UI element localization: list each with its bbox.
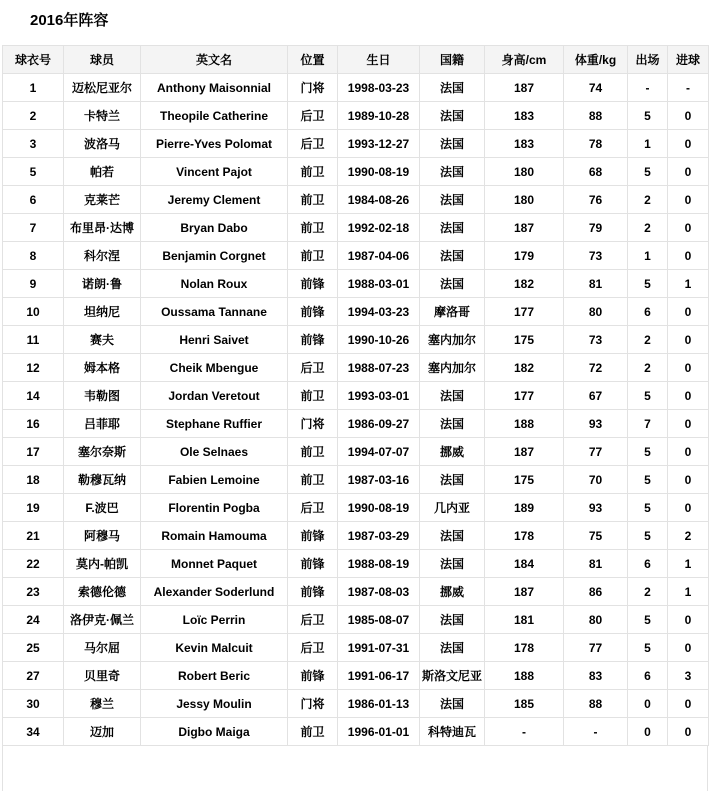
table-cell: 0	[668, 298, 709, 326]
table-cell: 1988-03-01	[338, 270, 420, 298]
table-cell: 1986-09-27	[338, 410, 420, 438]
table-cell: 81	[564, 270, 628, 298]
table-cell: 法国	[420, 102, 485, 130]
table-cell: 前卫	[288, 382, 338, 410]
table-cell: Bryan Dabo	[141, 214, 288, 242]
table-cell: 24	[3, 606, 64, 634]
table-cell: 0	[668, 718, 709, 746]
table-cell: 6	[628, 550, 668, 578]
column-header: 国籍	[420, 46, 485, 74]
table-cell: 81	[564, 550, 628, 578]
table-cell: 17	[3, 438, 64, 466]
table-row	[3, 438, 709, 466]
table-cell: 1	[668, 550, 709, 578]
table-cell: 1990-10-26	[338, 326, 420, 354]
table-cell: 2	[628, 326, 668, 354]
table-cell: 1991-07-31	[338, 634, 420, 662]
table-cell: Benjamin Corgnet	[141, 242, 288, 270]
table-cell: 莫内-帕凯	[64, 550, 141, 578]
table-cell: 5	[628, 270, 668, 298]
column-header: 球衣号	[3, 46, 64, 74]
table-cell: Alexander Soderlund	[141, 578, 288, 606]
table-cell: 0	[668, 130, 709, 158]
table-cell: 181	[485, 606, 564, 634]
table-cell: 后卫	[288, 634, 338, 662]
table-cell: 78	[564, 130, 628, 158]
table-cell: 180	[485, 186, 564, 214]
table-cell: 0	[668, 690, 709, 718]
table-cell: 178	[485, 522, 564, 550]
table-cell: 175	[485, 466, 564, 494]
table-cell: 88	[564, 690, 628, 718]
table-cell: 0	[668, 466, 709, 494]
table-cell: Fabien Lemoine	[141, 466, 288, 494]
header-row	[3, 46, 709, 74]
table-cell: 188	[485, 410, 564, 438]
column-header: 英文名	[141, 46, 288, 74]
table-cell: 6	[628, 662, 668, 690]
table-cell: 前锋	[288, 550, 338, 578]
table-cell: 法国	[420, 550, 485, 578]
table-cell: Jeremy Clement	[141, 186, 288, 214]
table-cell: 0	[668, 438, 709, 466]
table-cell: 183	[485, 102, 564, 130]
table-cell: 1993-03-01	[338, 382, 420, 410]
table-row	[3, 494, 709, 522]
column-header: 体重/kg	[564, 46, 628, 74]
table-cell: 73	[564, 326, 628, 354]
table-cell: 前锋	[288, 662, 338, 690]
table-row	[3, 466, 709, 494]
table-cell: 法国	[420, 214, 485, 242]
table-cell: 前卫	[288, 158, 338, 186]
table-cell: 前锋	[288, 298, 338, 326]
table-cell: 178	[485, 634, 564, 662]
table-cell: 180	[485, 158, 564, 186]
table-cell: 前锋	[288, 522, 338, 550]
table-row	[3, 102, 709, 130]
table-cell: Ole Selnaes	[141, 438, 288, 466]
table-cell: 迈松尼亚尔	[64, 74, 141, 102]
table-cell: 1986-01-13	[338, 690, 420, 718]
table-cell: 5	[3, 158, 64, 186]
table-cell: 3	[668, 662, 709, 690]
table-cell: 70	[564, 466, 628, 494]
table-cell: 前卫	[288, 186, 338, 214]
table-cell: 摩洛哥	[420, 298, 485, 326]
table-cell: Oussama Tannane	[141, 298, 288, 326]
table-cell: 175	[485, 326, 564, 354]
table-cell: 1987-04-06	[338, 242, 420, 270]
table-cell: 6	[3, 186, 64, 214]
table-cell: 88	[564, 102, 628, 130]
table-cell: 8	[3, 242, 64, 270]
table-cell: 诺朗·鲁	[64, 270, 141, 298]
table-cell: 184	[485, 550, 564, 578]
table-cell: 1998-03-23	[338, 74, 420, 102]
table-cell: 5	[628, 634, 668, 662]
table-cell: 塞内加尔	[420, 326, 485, 354]
table-cell: 0	[668, 158, 709, 186]
table-cell: 5	[628, 522, 668, 550]
table-cell: Digbo Maiga	[141, 718, 288, 746]
table-cell: 5	[628, 102, 668, 130]
table-cell: 83	[564, 662, 628, 690]
table-cell: 79	[564, 214, 628, 242]
table-cell: 赛夫	[64, 326, 141, 354]
table-cell: 克莱芒	[64, 186, 141, 214]
table-row	[3, 186, 709, 214]
table-row	[3, 354, 709, 382]
table-cell: 前锋	[288, 578, 338, 606]
table-cell: Anthony Maisonnial	[141, 74, 288, 102]
table-cell: 21	[3, 522, 64, 550]
table-cell: 1987-03-16	[338, 466, 420, 494]
table-cell: 门将	[288, 410, 338, 438]
table-cell: 后卫	[288, 130, 338, 158]
table-cell: 76	[564, 186, 628, 214]
table-cell: 1988-07-23	[338, 354, 420, 382]
table-cell: 187	[485, 438, 564, 466]
table-cell: Romain Hamouma	[141, 522, 288, 550]
table-cell: 2	[628, 186, 668, 214]
column-header: 出场	[628, 46, 668, 74]
table-cell: 法国	[420, 186, 485, 214]
table-cell: -	[485, 718, 564, 746]
table-cell: 18	[3, 466, 64, 494]
table-head	[3, 46, 709, 74]
table-cell: F.波巴	[64, 494, 141, 522]
table-cell: 法国	[420, 242, 485, 270]
table-cell: 法国	[420, 466, 485, 494]
table-cell: Monnet Paquet	[141, 550, 288, 578]
table-row	[3, 74, 709, 102]
column-header: 位置	[288, 46, 338, 74]
table-cell: Vincent Pajot	[141, 158, 288, 186]
table-cell: 1994-03-23	[338, 298, 420, 326]
table-cell: 27	[3, 662, 64, 690]
table-cell: 迈加	[64, 718, 141, 746]
table-cell: 1984-08-26	[338, 186, 420, 214]
table-cell: 2	[668, 522, 709, 550]
table-cell: 前卫	[288, 242, 338, 270]
table-row	[3, 718, 709, 746]
table-cell: 塞尔奈斯	[64, 438, 141, 466]
table-cell: Florentin Pogba	[141, 494, 288, 522]
table-cell: Cheik Mbengue	[141, 354, 288, 382]
table-row	[3, 214, 709, 242]
table-cell: 帕若	[64, 158, 141, 186]
table-cell: 0	[628, 718, 668, 746]
table-cell: 1	[668, 270, 709, 298]
table-cell: 93	[564, 494, 628, 522]
table-row	[3, 634, 709, 662]
table-row	[3, 242, 709, 270]
table-cell: Nolan Roux	[141, 270, 288, 298]
table-cell: 0	[668, 186, 709, 214]
table-cell: 67	[564, 382, 628, 410]
column-header: 球员	[64, 46, 141, 74]
table-body	[3, 74, 709, 746]
table-cell: 1990-08-19	[338, 494, 420, 522]
table-cell: 1993-12-27	[338, 130, 420, 158]
table-cell: 182	[485, 270, 564, 298]
table-cell: 5	[628, 382, 668, 410]
table-cell: Pierre-Yves Polomat	[141, 130, 288, 158]
table-cell: 索德伦德	[64, 578, 141, 606]
table-cell: Robert Beric	[141, 662, 288, 690]
table-cell: 科尔涅	[64, 242, 141, 270]
table-cell: 1	[668, 578, 709, 606]
table-cell: 法国	[420, 158, 485, 186]
table-cell: 后卫	[288, 354, 338, 382]
table-cell: 177	[485, 298, 564, 326]
table-cell: 1991-06-17	[338, 662, 420, 690]
table-row	[3, 410, 709, 438]
table-cell: 1992-02-18	[338, 214, 420, 242]
table-cell: 5	[628, 466, 668, 494]
table-cell: 法国	[420, 410, 485, 438]
table-cell: 2	[628, 354, 668, 382]
table-cell: 马尔屈	[64, 634, 141, 662]
table-cell: 坦纳尼	[64, 298, 141, 326]
table-cell: 0	[668, 410, 709, 438]
table-cell: 7	[628, 410, 668, 438]
table-cell: 门将	[288, 74, 338, 102]
table-cell: 斯洛文尼亚	[420, 662, 485, 690]
table-cell: 法国	[420, 606, 485, 634]
table-cell: Henri Saivet	[141, 326, 288, 354]
table-cell: 2	[628, 578, 668, 606]
table-cell: 1987-08-03	[338, 578, 420, 606]
table-cell: 23	[3, 578, 64, 606]
table-cell: 0	[668, 102, 709, 130]
table-row	[3, 606, 709, 634]
table-cell: -	[564, 718, 628, 746]
table-cell: 0	[668, 606, 709, 634]
column-header: 身高/cm	[485, 46, 564, 74]
table-cell: 0	[668, 354, 709, 382]
table-cell: 182	[485, 354, 564, 382]
table-cell: 11	[3, 326, 64, 354]
table-cell: 后卫	[288, 606, 338, 634]
table-cell: 1987-03-29	[338, 522, 420, 550]
table-cell: 1	[628, 242, 668, 270]
table-cell: 75	[564, 522, 628, 550]
table-cell: 22	[3, 550, 64, 578]
table-cell: 187	[485, 578, 564, 606]
table-cell: 6	[628, 298, 668, 326]
table-cell: 179	[485, 242, 564, 270]
table-row	[3, 662, 709, 690]
table-cell: 布里昂·达博	[64, 214, 141, 242]
table-cell: 法国	[420, 74, 485, 102]
table-cell: 1985-08-07	[338, 606, 420, 634]
table-row	[3, 690, 709, 718]
table-cell: 30	[3, 690, 64, 718]
table-cell: 73	[564, 242, 628, 270]
table-cell: 前卫	[288, 438, 338, 466]
table-cell: 科特迪瓦	[420, 718, 485, 746]
table-cell: -	[668, 74, 709, 102]
table-row	[3, 522, 709, 550]
table-row	[3, 298, 709, 326]
table-cell: 法国	[420, 382, 485, 410]
table-cell: 68	[564, 158, 628, 186]
page-title: 2016年阵容	[30, 12, 109, 29]
column-header: 进球	[668, 46, 709, 74]
table-cell: 188	[485, 662, 564, 690]
table-cell: 挪威	[420, 578, 485, 606]
table-cell: 挪威	[420, 438, 485, 466]
table-cell: 穆兰	[64, 690, 141, 718]
table-cell: 前卫	[288, 214, 338, 242]
table-cell: 0	[668, 326, 709, 354]
table-cell: Jordan Veretout	[141, 382, 288, 410]
table-row	[3, 270, 709, 298]
table-cell: 177	[485, 382, 564, 410]
table-cell: 10	[3, 298, 64, 326]
table-cell: 门将	[288, 690, 338, 718]
table-row	[3, 382, 709, 410]
table-cell: 14	[3, 382, 64, 410]
column-header: 生日	[338, 46, 420, 74]
table-cell: 185	[485, 690, 564, 718]
table-cell: 5	[628, 158, 668, 186]
table-cell: 77	[564, 438, 628, 466]
table-cell: 34	[3, 718, 64, 746]
table-cell: 前卫	[288, 466, 338, 494]
table-cell: 法国	[420, 690, 485, 718]
table-row	[3, 130, 709, 158]
table-cell: 1996-01-01	[338, 718, 420, 746]
table-cell: 后卫	[288, 494, 338, 522]
table-cell: 19	[3, 494, 64, 522]
table-cell: 前卫	[288, 718, 338, 746]
table-cell: 25	[3, 634, 64, 662]
table-cell: 1990-08-19	[338, 158, 420, 186]
table-cell: 卡特兰	[64, 102, 141, 130]
table-cell: 0	[668, 494, 709, 522]
table-cell: 0	[668, 242, 709, 270]
table-cell: 法国	[420, 270, 485, 298]
table-cell: 5	[628, 606, 668, 634]
table-cell: 塞内加尔	[420, 354, 485, 382]
table-cell: Loïc Perrin	[141, 606, 288, 634]
table-cell: -	[628, 74, 668, 102]
table-cell: 吕菲耶	[64, 410, 141, 438]
table-cell: Stephane Ruffier	[141, 410, 288, 438]
table-cell: 9	[3, 270, 64, 298]
table-cell: 0	[628, 690, 668, 718]
table-cell: 183	[485, 130, 564, 158]
table-cell: 187	[485, 74, 564, 102]
table-cell: 几内亚	[420, 494, 485, 522]
table-cell: 189	[485, 494, 564, 522]
table-row	[3, 158, 709, 186]
squad-table-container	[2, 45, 708, 791]
table-cell: 1	[3, 74, 64, 102]
table-cell: Theopile Catherine	[141, 102, 288, 130]
table-cell: 前锋	[288, 326, 338, 354]
table-row	[3, 578, 709, 606]
table-cell: 波洛马	[64, 130, 141, 158]
table-cell: 勒穆瓦纳	[64, 466, 141, 494]
table-cell: 0	[668, 214, 709, 242]
table-cell: 0	[668, 634, 709, 662]
table-cell: 5	[628, 438, 668, 466]
table-cell: 0	[668, 382, 709, 410]
table-cell: 16	[3, 410, 64, 438]
table-cell: 前锋	[288, 270, 338, 298]
table-cell: Jessy Moulin	[141, 690, 288, 718]
table-cell: 5	[628, 494, 668, 522]
table-cell: 1989-10-28	[338, 102, 420, 130]
table-cell: 86	[564, 578, 628, 606]
table-cell: 阿穆马	[64, 522, 141, 550]
table-cell: 韦勒图	[64, 382, 141, 410]
table-cell: 法国	[420, 522, 485, 550]
table-cell: 93	[564, 410, 628, 438]
table-cell: 187	[485, 214, 564, 242]
table-cell: 1988-08-19	[338, 550, 420, 578]
table-cell: 后卫	[288, 102, 338, 130]
table-cell: 77	[564, 634, 628, 662]
table-cell: 2	[628, 214, 668, 242]
table-row	[3, 550, 709, 578]
table-cell: 72	[564, 354, 628, 382]
table-cell: 74	[564, 74, 628, 102]
table-cell: 法国	[420, 634, 485, 662]
table-cell: 贝里奇	[64, 662, 141, 690]
table-cell: 姆本格	[64, 354, 141, 382]
table-cell: 1	[628, 130, 668, 158]
table-cell: 80	[564, 298, 628, 326]
table-cell: 洛伊克·佩兰	[64, 606, 141, 634]
table-footer-empty	[2, 746, 708, 791]
table-cell: 7	[3, 214, 64, 242]
table-cell: 1994-07-07	[338, 438, 420, 466]
table-row	[3, 326, 709, 354]
table-cell: Kevin Malcuit	[141, 634, 288, 662]
table-cell: 法国	[420, 130, 485, 158]
table-cell: 12	[3, 354, 64, 382]
table-cell: 3	[3, 130, 64, 158]
table-cell: 2	[3, 102, 64, 130]
squad-table	[2, 45, 709, 746]
table-cell: 80	[564, 606, 628, 634]
